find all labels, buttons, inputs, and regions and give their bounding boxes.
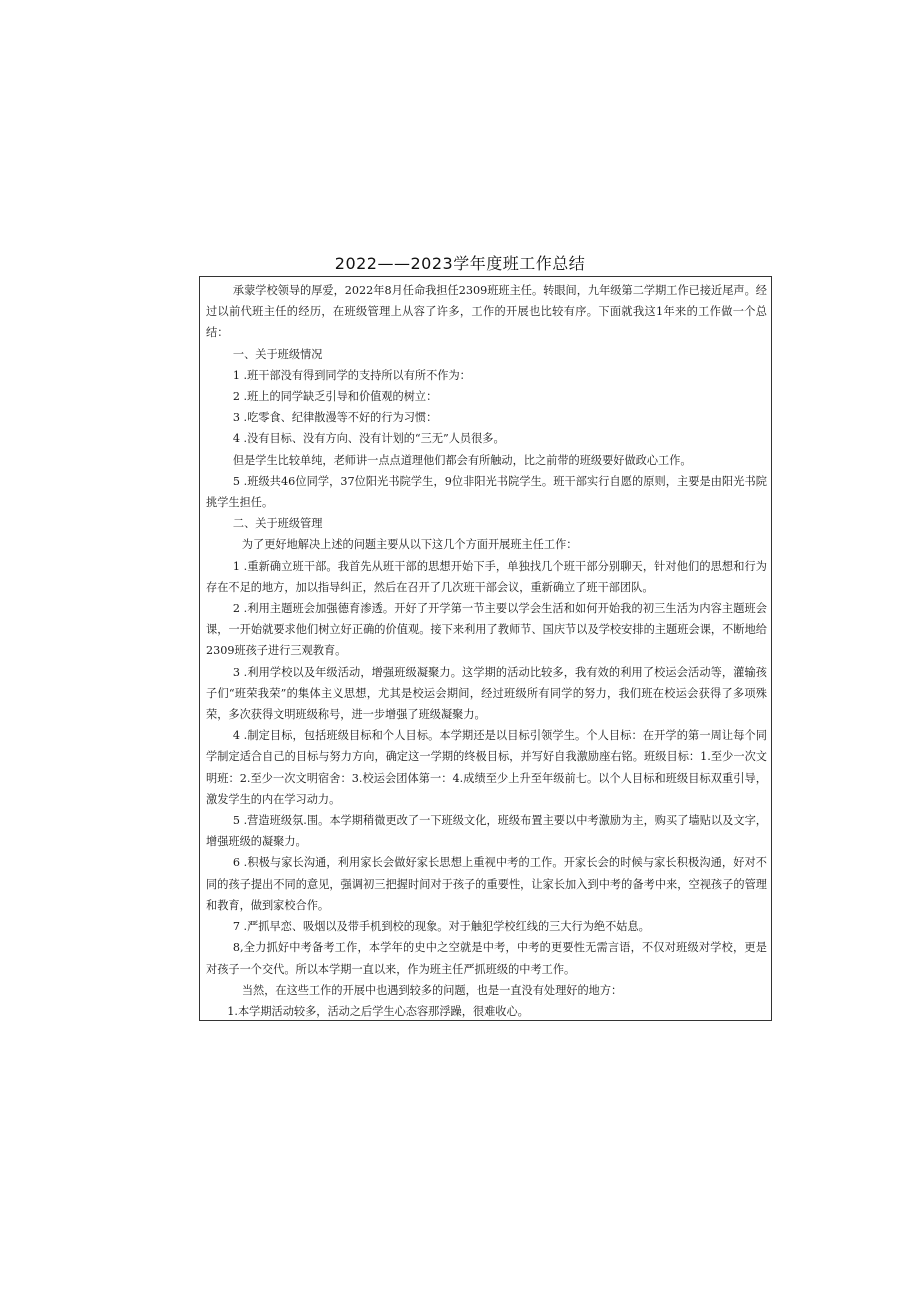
management-item-7: 7 .严抓早恋、吸烟以及带手机到校的现象。对于触犯学校红线的三大行为绝不姑息。 [232, 920, 650, 934]
section-heading-class-management: 二、关于班级管理 [232, 517, 323, 531]
management-item-6: 6 .积极与家长沟通，利用家长会做好家长思想上重视中考的工作。开家长会的时候与家长积极沟通，好对不同的孩子提出不同的意见，强调初三把握时间对于孩子的重要性，让家长加入到中考的备考中来，空视孩子的管理和教育，做到家校合作。 [206, 856, 767, 912]
management-intro: 为了更好地解决上述的问题主要从以下这几个方面开展班主任工作： [241, 538, 578, 552]
situation-item-5: 5 .班级共46位同学，37位阳光书院学生，9位非阳光书院学生。班干部实行自愿的原则，主要是由阳光书院挑学生担任。 [206, 474, 767, 510]
management-item-5: 5 .营造班级氛.围。本学期稍微更改了一下班级文化，班级布置主要以中考激励为主，购买了墙贴以及文字，增强班级的凝聚力。 [206, 814, 767, 849]
situation-item-1: 1 .班干部没有得到同学的支持所以有所不作为： [232, 368, 471, 382]
section-heading-class-situation: 一、关于班级情况 [232, 347, 323, 361]
management-item-1: 1 .重新确立班干部。我首先从班干部的思想开始下手，单独找几个班干部分别聊天，针对他们的思想和行为存在不足的地方，加以指导纠正，然后在召开了几次班干部会议，重新确立了班干部团队。 [206, 559, 767, 594]
document-title: 2022——2023学年度班工作总结 [334, 254, 586, 273]
problems-intro: 当然，在这些工作的开展中也遇到较多的问题，也是一直没有处理好的地方： [241, 983, 623, 997]
summary-box [199, 276, 772, 1021]
situation-item-2: 2 .班上的同学缺乏引导和价值观的树立： [232, 390, 438, 404]
management-item-3: 3 .利用学校以及年级活动，增强班级凝聚力。这学期的活动比较多，我有效的利用了校运会活动等，灌输孩子们“班荣我荣”的集体主义思想，尤其是校运会期间，经过班级所有同学的努力，我们班在校运会获得了多项殊荣，多次获得文明班级称号，进一步增强了班级凝聚力。 [206, 665, 767, 722]
situation-note: 但是学生比较单纯，老师讲一点点道理他们都会有所触动，比之前带的班级要好做政心工作。 [232, 453, 692, 467]
situation-item-4: 4 .没有目标、没有方向、没有计划的“三无”人员很多。 [232, 432, 505, 446]
situation-item-3: 3 .吃零食、纪律散漫等不好的行为习惯： [232, 411, 438, 425]
management-item-4: 4 .制定目标，包括班级目标和个人目标。本学期还是以目标引领学生。个人目标：在开学的第一周让每个同学制定适合自己的目标与努力方向，确定这一学期的终极目标，并写好自我激励座右铭。班级目标：1.至少一次文明班：2.至少一次文明宿舍：3.校运会团体第一：4.成绩至少上升至年级前七。以个人目标和班级目标双重引导，激发学生的内在学习动力。 [206, 729, 767, 806]
problem-item-1: 1.本学期活动较多，活动之后学生心态容那浮躁，很难收心。 [227, 1004, 529, 1018]
management-item-8: 8,全力抓好中考备考工作，本学年的史中之空就是中考，中考的更要性无需言语，不仅对班级对学校，更是对孩子一个交代。所以本学期一直以来，作为班主任严抓班级的中考工作。 [206, 941, 767, 976]
management-item-2: 2 .利用主题班会加强德育渗透。开好了开学第一节主要以学会生活和如何开始我的初三生活为内容主题班会课，一开始就要求他们树立好正确的价值观。接下来利用了教师节、国庆节以及学校安排的主题班会课，不断地给2309班孩子进行三观教育。 [206, 602, 767, 658]
intro-paragraph: 承蒙学校领导的厚爱，2022年8月任命我担任2309班班主任。转眼间，九年级第二学期工作已接近尾声。经过以前代班主任的经历，在班级管理上从容了许多，工作的开展也比较有序。下面就我这1年来的工作做一个总结： [206, 284, 767, 340]
